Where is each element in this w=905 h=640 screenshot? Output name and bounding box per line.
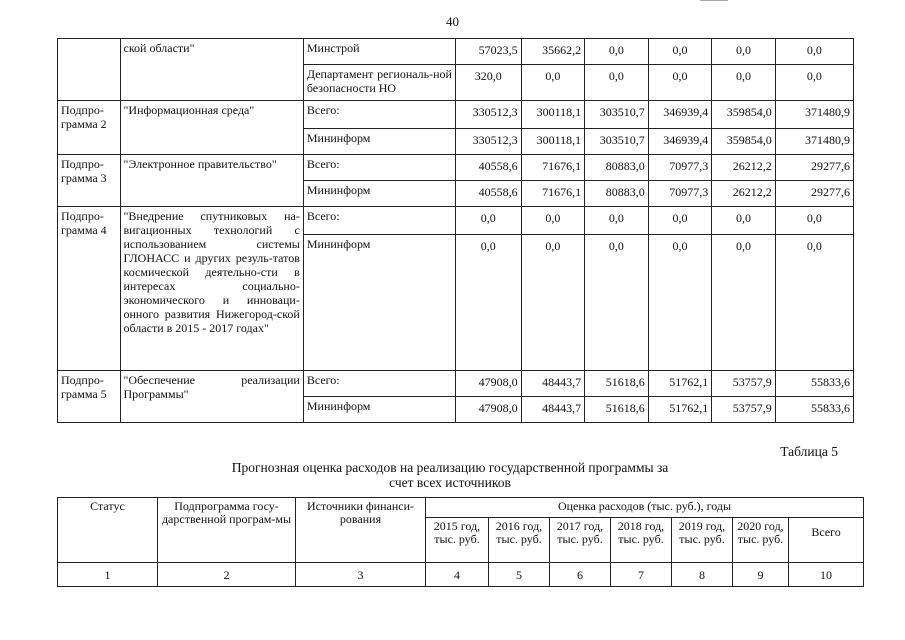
source-cell: Мининформ xyxy=(303,235,455,371)
forecast-table-header xyxy=(57,497,864,587)
value-cell: 0,0 xyxy=(775,65,853,101)
column-number: 2 xyxy=(158,563,296,587)
value-cell: 0,0 xyxy=(712,39,776,65)
value-cell: 26212,2 xyxy=(712,181,776,207)
column-header-year: 2017 год, тыс. руб. xyxy=(550,518,611,563)
subprogram-name-cell: "Электронное правительство" xyxy=(120,155,303,207)
column-number: 1 xyxy=(58,563,158,587)
value-cell: 0,0 xyxy=(455,207,521,235)
value-cell: 0,0 xyxy=(585,39,649,65)
column-number: 5 xyxy=(489,563,550,587)
value-cell: 51618,6 xyxy=(585,371,649,397)
value-cell: 330512,3 xyxy=(455,101,521,129)
column-number: 8 xyxy=(672,563,733,587)
status-cell: Подпро-грамма 5 xyxy=(58,371,121,423)
value-cell: 0,0 xyxy=(521,207,585,235)
value-cell: 0,0 xyxy=(648,39,712,65)
budget-table xyxy=(57,38,854,423)
value-cell: 0,0 xyxy=(712,207,776,235)
value-cell: 0,0 xyxy=(712,65,776,101)
column-header-sources: Источники финанси-рования xyxy=(296,498,426,563)
column-header-year: 2019 год, тыс. руб. xyxy=(672,518,733,563)
source-cell: Всего: xyxy=(303,101,455,129)
value-cell: 53757,9 xyxy=(712,371,776,397)
column-number: 4 xyxy=(426,563,489,587)
column-header-year: 2016 год, тыс. руб. xyxy=(489,518,550,563)
column-header-estimate: Оценка расходов (тыс. руб.), годы xyxy=(426,498,864,518)
subprogram-name-cell: "Информационная среда" xyxy=(120,101,303,155)
source-cell: Всего: xyxy=(303,371,455,397)
table-row xyxy=(58,371,854,397)
value-cell: 371480,9 xyxy=(775,101,853,129)
subprogram-name-cell: "Внедрение спутниковых на-вигационных технологий с использованием системы ГЛОНАСС и других резуль-татов космической деятельно-сти в интересах социально-экономического и инноваци-онного развития Нижегород-ской области в 2015 - 2017 годах" xyxy=(120,207,303,371)
value-cell: 48443,7 xyxy=(521,371,585,397)
value-cell: 0,0 xyxy=(585,235,649,371)
source-cell: Всего: xyxy=(303,155,455,181)
source-cell: Мининформ xyxy=(303,397,455,423)
value-cell: 70977,3 xyxy=(648,155,712,181)
column-number-row xyxy=(58,563,864,587)
column-header-year: 2015 год, тыс. руб. xyxy=(426,518,489,563)
value-cell: 35662,2 xyxy=(521,39,585,65)
column-header-total: Всего xyxy=(789,518,864,563)
subprogram-name-cell: "Обеспечение реализации Программы" xyxy=(120,371,303,423)
column-number: 6 xyxy=(550,563,611,587)
page-number: 40 xyxy=(446,14,459,29)
value-cell: 300118,1 xyxy=(521,101,585,129)
column-header-year: 2018 год, тыс. руб. xyxy=(611,518,672,563)
value-cell: 80883,0 xyxy=(585,181,649,207)
value-cell: 0,0 xyxy=(521,235,585,371)
status-cell: Подпро-грамма 4 xyxy=(58,207,121,371)
value-cell: 29277,6 xyxy=(775,181,853,207)
table-title: Прогнозная оценка расходов на реализацию государственной программы за счет всех источников xyxy=(231,460,669,490)
table-row xyxy=(58,101,854,129)
value-cell: 303510,7 xyxy=(585,129,649,155)
value-cell: 48443,7 xyxy=(521,397,585,423)
table-row xyxy=(58,155,854,181)
table-label: Таблица 5 xyxy=(780,444,838,459)
value-cell: 40558,6 xyxy=(455,181,521,207)
scan-artifact-line xyxy=(700,0,728,1)
value-cell: 51618,6 xyxy=(585,397,649,423)
column-header-year: 2020 год, тыс. руб. xyxy=(733,518,789,563)
value-cell: 57023,5 xyxy=(455,39,521,65)
subprogram-name-cell: ской области" xyxy=(120,39,303,101)
value-cell: 29277,6 xyxy=(775,155,853,181)
source-cell: Минстрой xyxy=(303,39,455,65)
value-cell: 0,0 xyxy=(585,207,649,235)
column-number: 7 xyxy=(611,563,672,587)
value-cell: 71676,1 xyxy=(521,181,585,207)
value-cell: 47908,0 xyxy=(455,371,521,397)
column-number: 10 xyxy=(789,563,864,587)
value-cell: 80883,0 xyxy=(585,155,649,181)
column-number: 9 xyxy=(733,563,789,587)
source-cell: Мининформ xyxy=(303,181,455,207)
value-cell: 359854,0 xyxy=(712,129,776,155)
value-cell: 346939,4 xyxy=(648,101,712,129)
status-cell xyxy=(58,39,121,101)
value-cell: 0,0 xyxy=(775,39,853,65)
value-cell: 51762,1 xyxy=(648,371,712,397)
value-cell: 0,0 xyxy=(775,235,853,371)
table-row xyxy=(58,39,854,65)
value-cell: 330512,3 xyxy=(455,129,521,155)
source-cell: Всего: xyxy=(303,207,455,235)
value-cell: 51762,1 xyxy=(648,397,712,423)
value-cell: 0,0 xyxy=(712,235,776,371)
source-cell: Департамент региональ-ной безопасности НО xyxy=(303,65,455,101)
value-cell: 53757,9 xyxy=(712,397,776,423)
value-cell: 0,0 xyxy=(775,207,853,235)
value-cell: 346939,4 xyxy=(648,129,712,155)
value-cell: 70977,3 xyxy=(648,181,712,207)
value-cell: 40558,6 xyxy=(455,155,521,181)
value-cell: 0,0 xyxy=(521,65,585,101)
value-cell: 0,0 xyxy=(585,65,649,101)
value-cell: 71676,1 xyxy=(521,155,585,181)
column-number: 3 xyxy=(296,563,426,587)
status-cell: Подпро-грамма 2 xyxy=(58,101,121,155)
value-cell: 0,0 xyxy=(455,235,521,371)
value-cell: 371480,9 xyxy=(775,129,853,155)
status-cell: Подпро-грамма 3 xyxy=(58,155,121,207)
value-cell: 0,0 xyxy=(648,207,712,235)
value-cell: 0,0 xyxy=(648,65,712,101)
value-cell: 47908,0 xyxy=(455,397,521,423)
column-header-subprogram: Подпрограмма госу-дарственной програм-мы xyxy=(158,498,296,563)
value-cell: 55833,6 xyxy=(775,371,853,397)
table-row xyxy=(58,207,854,235)
source-cell: Мининформ xyxy=(303,129,455,155)
header-row xyxy=(58,498,864,518)
value-cell: 55833,6 xyxy=(775,397,853,423)
value-cell: 300118,1 xyxy=(521,129,585,155)
value-cell: 303510,7 xyxy=(585,101,649,129)
value-cell: 0,0 xyxy=(648,235,712,371)
column-header-status: Статус xyxy=(58,498,158,563)
value-cell: 320,0 xyxy=(455,65,521,101)
value-cell: 359854,0 xyxy=(712,101,776,129)
value-cell: 26212,2 xyxy=(712,155,776,181)
